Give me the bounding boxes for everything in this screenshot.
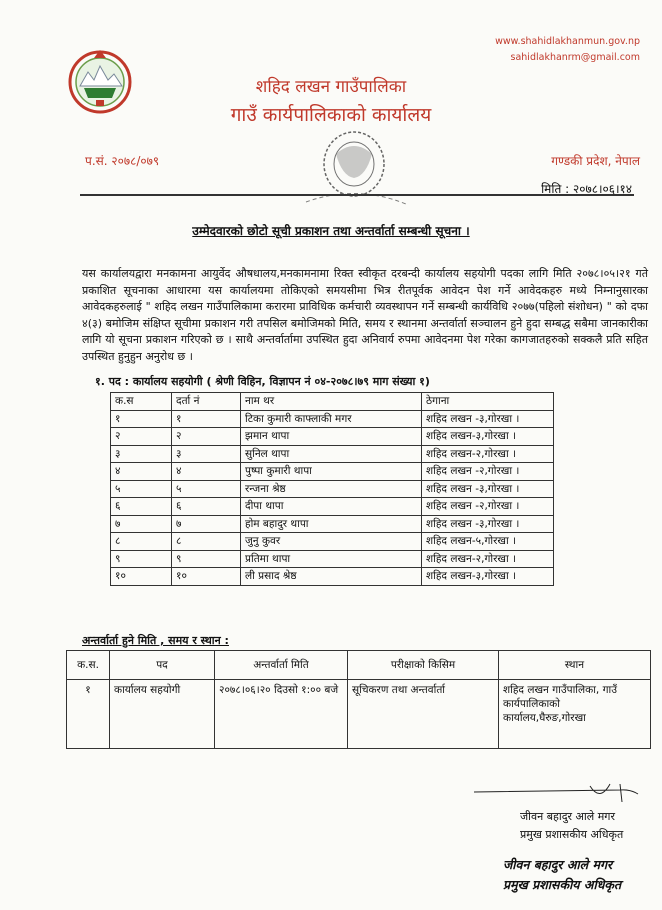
office-name: शहिद लखन गाउँपालिका [255,77,407,97]
itv-venue: शहिद लखन गाउँपालिका, गाउँ कार्यपालिकाको कार्यालय,घैरुङ,गोरखा [499,680,651,749]
interview-row [67,680,651,749]
seal-name: जीवन बहादुर आले मगर [503,857,613,872]
cand-address: शहिद लखन-३,गोरखा । [422,428,554,446]
cand-address: शहिद लखन -२,गोरखा । [422,463,554,481]
candidate-row [111,550,554,568]
cand-reg-no: ३ [172,445,241,463]
cand-name: प्रतिमा थापा [241,550,422,568]
interview-label: अन्तर्वार्ता हुने मिति , समय र स्थान : [82,634,229,647]
cand-sn: ७ [111,515,172,533]
candidate-row [111,445,554,463]
cand-reg-no: १० [172,568,241,586]
itv-header-venue: स्थान [499,651,651,680]
cand-sn: २ [111,428,172,446]
cand-address: शहिद लखन-५,गोरखा । [422,533,554,551]
website-link[interactable]: www.shahidlakhanmun.gov.np [495,36,640,47]
cand-name: दीपा थापा [241,498,422,516]
cand-name: रन्जना श्रेष्ठ [241,480,422,498]
cand-address: शहिद लखन -३,गोरखा । [422,515,554,533]
subject-text: उम्मेदवारको छोटो सूची प्रकाशन तथा अन्तर्वार्ता सम्बन्धी सूचना । [192,224,470,238]
candidate-row [111,498,554,516]
col-header-reg-no: दर्ता नं [172,393,241,411]
cand-reg-no: १ [172,410,241,428]
itv-header-post: पद [110,651,215,680]
cand-address: शहिद लखन -३,गोरखा । [422,410,554,428]
candidate-row [111,428,554,446]
interview-table [66,650,651,749]
post-details: १. पद : कार्यालय सहयोगी ( श्रेणी विहिन, विज्ञापन नं ०४-२०७८।७९ माग संख्या १) [95,375,430,388]
cand-address: शहिद लखन -२,गोरखा । [422,498,554,516]
itv-post: कार्यालय सहयोगी [110,680,215,749]
candidate-row [111,568,554,586]
cand-reg-no: ७ [172,515,241,533]
itv-header-date: अन्तर्वार्ता मिति [215,651,348,680]
notice-subject [0,222,662,239]
cand-sn: १ [111,410,172,428]
reference-number: प.सं. २०७८/०७९ [85,154,160,168]
cand-reg-no: ४ [172,463,241,481]
cand-sn: ३ [111,445,172,463]
candidate-table [110,392,554,586]
office-stamp [296,124,416,224]
notice-body: यस कार्यालयद्वारा मनकामना आयुर्वेद औषधालय,मनकामनामा रिक्त स्वीकृत दरबन्दी कार्यालय सहयोगी पदका लागि मिति २०७८।०५।२१ गते प्रकाशित सूचनाका आधारमा यस कार्यालयमा तोकिएको समयसीमा भित्र रीतपूर्वक आवेदन पेश गर्ने आवेदकहरु मध्ये निम्नानुसारका आवेदकहरुलाई " शहिद लखन गाउँपालिकामा करारमा प्राविधिक कर्मचारी व्यवस्थापन गर्ने सम्बन्धी कार्यविधि २०७७(पहिलो संशोधन) " को दफा ४(३) बमोजिम संक्षिप्त सूचीमा प्रकाशन गरी तपसिल बमोजिमको मिति, समय र स्थानमा अन्तर्वार्ता सञ्चालन हुने हुदा सम्बद्ध सबैमा जानकारीका लागि यो सूचना प्रकाशन गरिएको छ । साथै अन्तर्वार्तामा उपस्थित हुदा अनिवार्य रुपमा आवेदनमा पेश गरेका कागजातहरुको सक्कलै प्रति सहित उपस्थित हुनुहुन अनुरोध छ । [82,267,648,363]
cand-reg-no: ६ [172,498,241,516]
interview-header-row [67,651,651,680]
cand-name: ली प्रसाद श्रेष्ठ [241,568,422,586]
office-title: गाउँ कार्यपालिकाको कार्यालय [230,104,432,126]
itv-exam-type: सूचिकरण तथा अन्तर्वार्ता [348,680,499,749]
cand-name: टिका कुमारी काफ्लाकी मगर [241,410,422,428]
signer-name: जीवन बहादुर आले मगर [520,810,616,823]
office-header [0,74,662,127]
header-divider [80,194,634,196]
cand-sn: ५ [111,480,172,498]
seal-designation: प्रमुख प्रशासकीय अधिकृत [503,877,622,892]
cand-reg-no: ९ [172,550,241,568]
signer-designation: प्रमुख प्रशासकीय अधिकृत [520,828,624,841]
itv-header-sn: क.स. [67,651,110,680]
candidate-row [111,463,554,481]
cand-sn: १० [111,568,172,586]
itv-date: २०७८।०६।२० दिउसो १:०० बजे [215,680,348,749]
cand-name: सुनिल थापा [241,445,422,463]
cand-address: शहिद लखन-२,गोरखा । [422,445,554,463]
name-seal [503,855,621,895]
candidate-header-row [111,393,554,411]
contact-block [495,34,640,66]
cand-sn: ८ [111,533,172,551]
cand-reg-no: २ [172,428,241,446]
itv-sn: १ [67,680,110,749]
cand-address: शहिद लखन-२,गोरखा । [422,550,554,568]
candidate-row [111,533,554,551]
cand-sn: ४ [111,463,172,481]
signature-scribble [470,780,645,810]
cand-sn: ६ [111,498,172,516]
cand-sn: ९ [111,550,172,568]
col-header-sn: क.स [111,393,172,411]
cand-address: शहिद लखन-३,गोरखा । [422,568,554,586]
cand-name: होम बहादुर थापा [241,515,422,533]
province: गण्डकी प्रदेश, नेपाल [551,154,640,168]
itv-header-exam-type: परीक्षाको किसिम [348,651,499,680]
cand-reg-no: ८ [172,533,241,551]
candidate-row [111,515,554,533]
cand-reg-no: ५ [172,480,241,498]
col-header-address: ठेगाना [422,393,554,411]
col-header-name: नाम थर [241,393,422,411]
cand-name: झमान थापा [241,428,422,446]
candidate-row [111,410,554,428]
issue-date: मिति : २०७८।०६।१४ [541,182,632,196]
email-link[interactable]: sahidlakhanrm@gmail.com [510,52,640,63]
cand-name: पुष्पा कुमारी थापा [241,463,422,481]
candidate-row [111,480,554,498]
cand-name: जुनु कुवर [241,533,422,551]
signer-block [520,808,623,844]
cand-address: शहिद लखन -३,गोरखा । [422,480,554,498]
